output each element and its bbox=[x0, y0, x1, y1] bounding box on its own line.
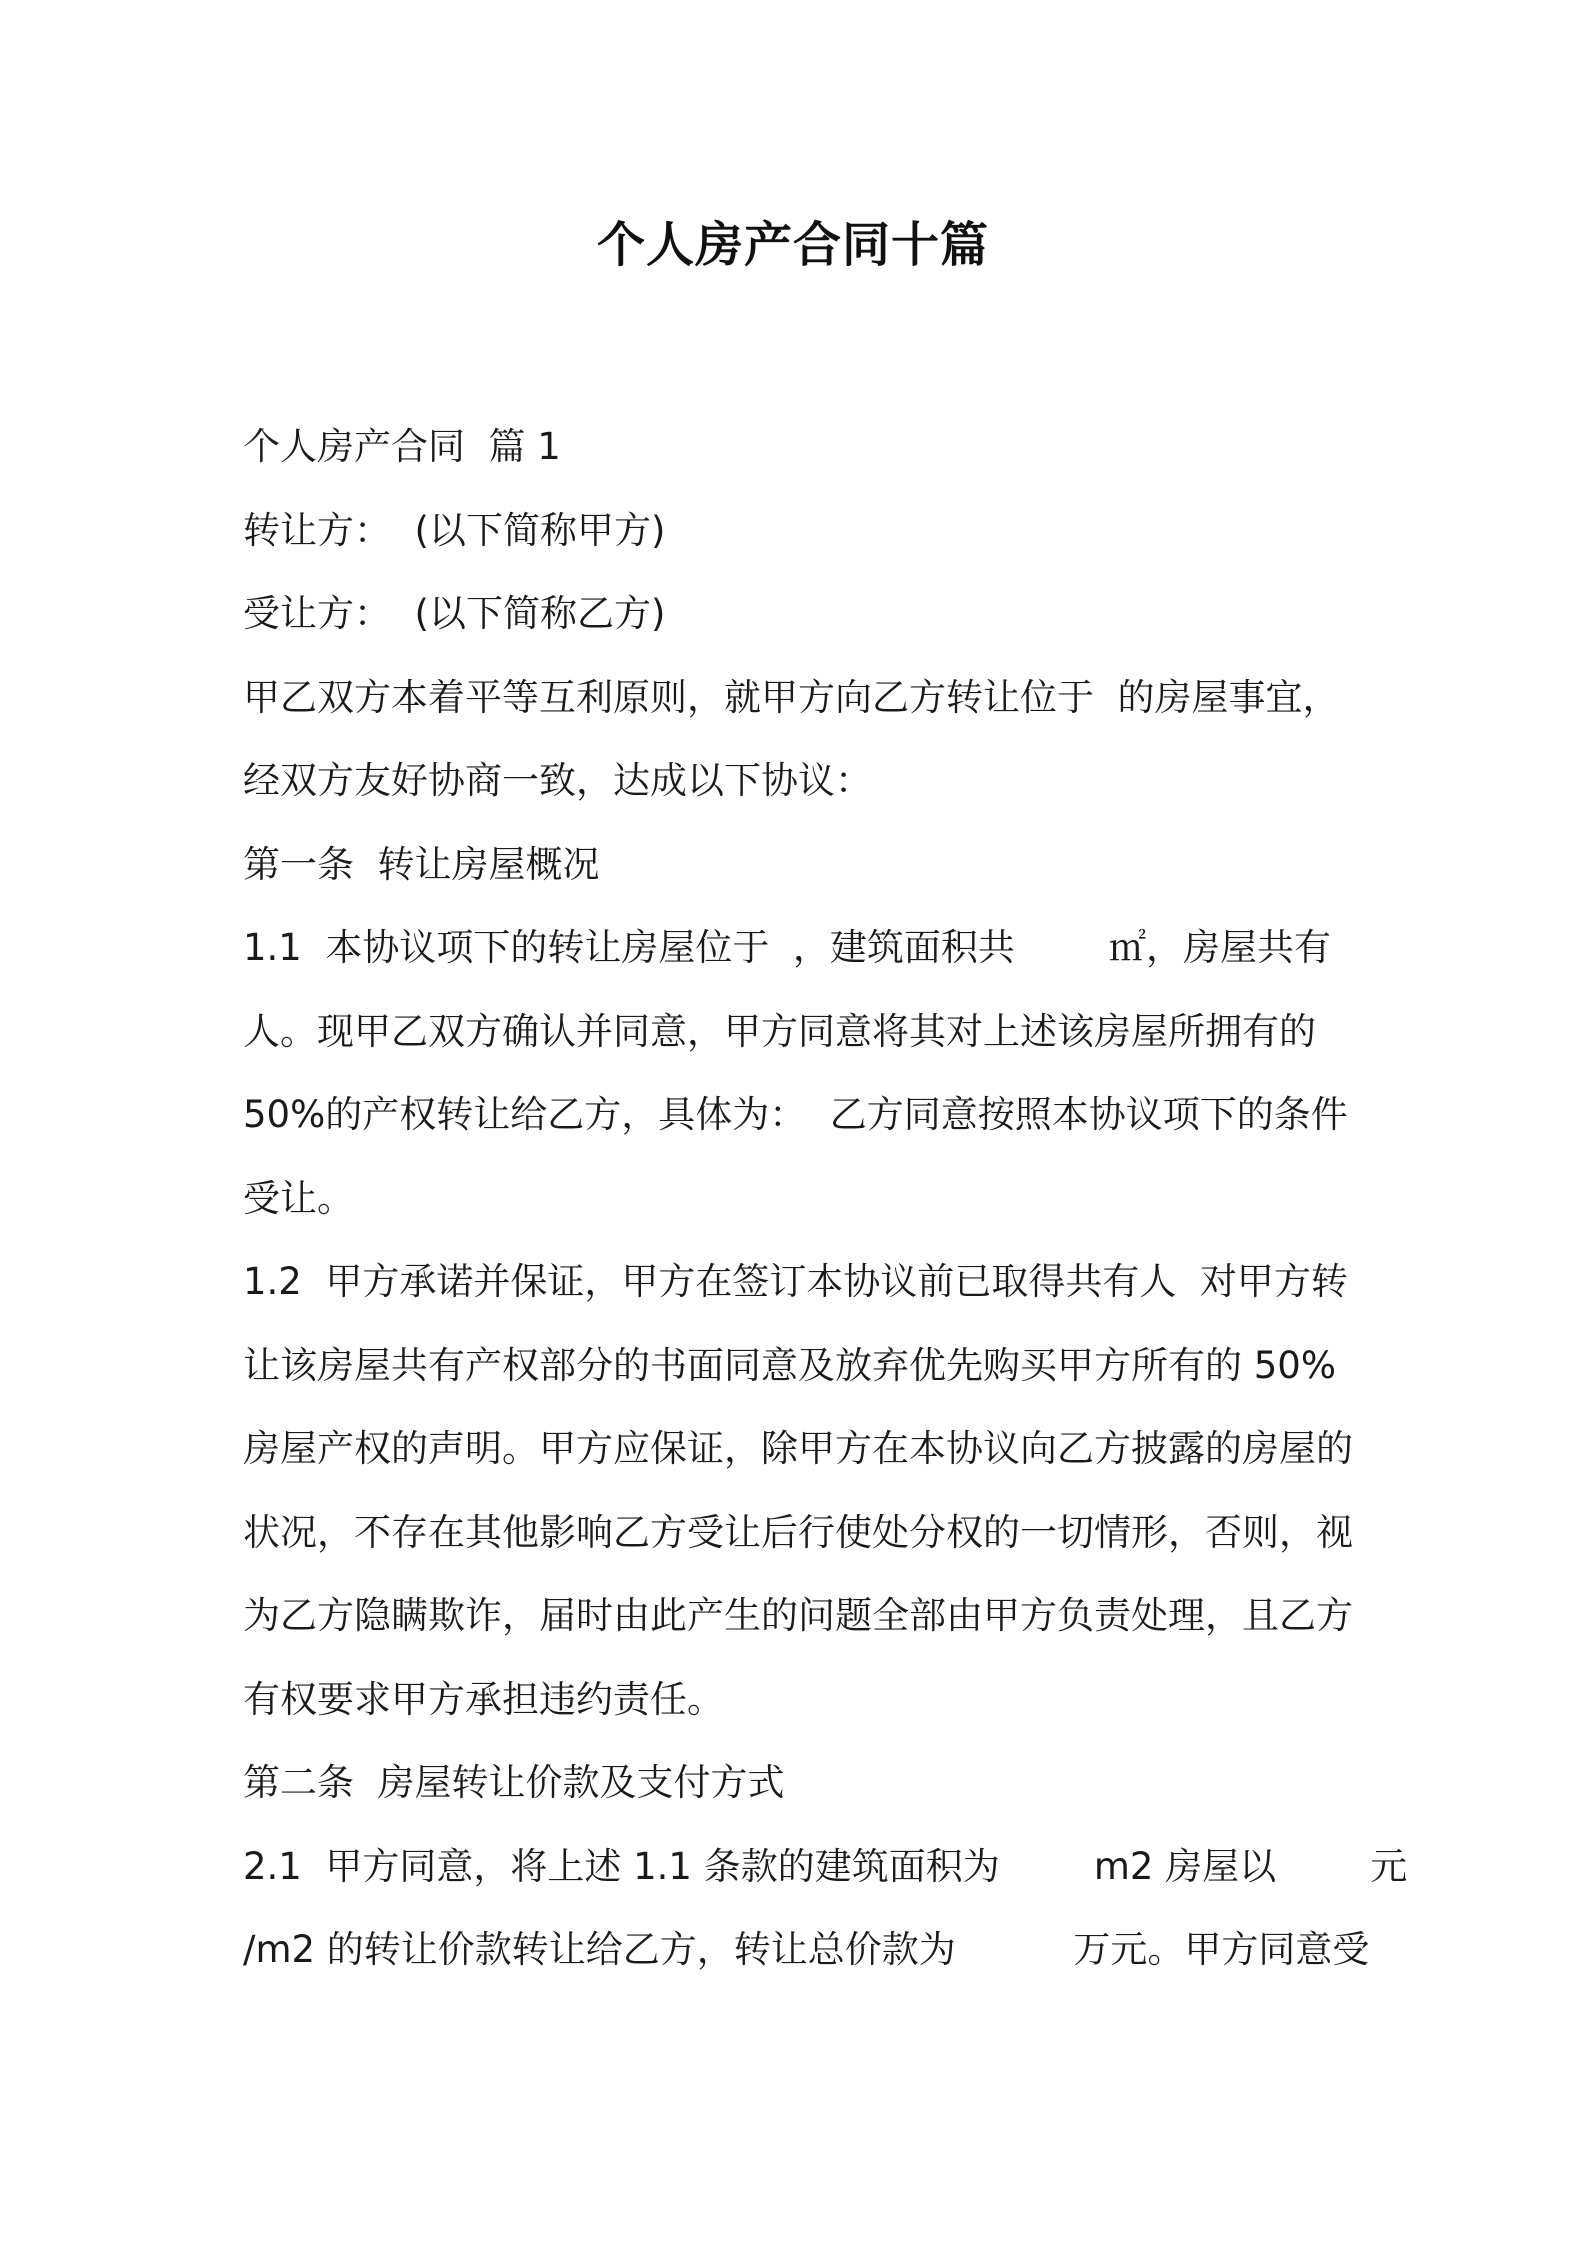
paragraph-line: 50%的产权转让给乙方，具体为： 乙方同意按照本协议项下的条件 bbox=[243, 1093, 1348, 1136]
article-heading: 第一条 转让房屋概况 bbox=[243, 842, 600, 886]
paragraph-line: 有权要求甲方承担违约责任。 bbox=[243, 1677, 724, 1721]
section-heading: 个人房产合同 篇 1 bbox=[243, 425, 561, 468]
transferor-line: 转让方： (以下简称甲方) bbox=[243, 508, 666, 552]
paragraph-line: 人。现甲乙双方确认并同意，甲方同意将其对上述该房屋所拥有的 bbox=[243, 1009, 1316, 1053]
paragraph-line: 1.1 本协议项下的转让房屋位于 ，建筑面积共 ㎡，房屋共有 bbox=[243, 926, 1331, 969]
paragraph-line: /m2 的转让价款转让给乙方，转让总价款为 万元。甲方同意受 bbox=[243, 1928, 1370, 1971]
paragraph-line: 为乙方隐瞒欺诈，届时由此产生的问题全部由甲方负责处理，且乙方 bbox=[243, 1594, 1353, 1637]
paragraph-line: 状况，不存在其他影响乙方受让后行使处分权的一切情形，否则，视 bbox=[243, 1510, 1353, 1554]
document-title: 个人房产合同十篇 bbox=[596, 217, 989, 273]
paragraph-line: 让该房屋共有产权部分的书面同意及放弃优先购买甲方所有的 50% bbox=[243, 1343, 1336, 1387]
paragraph-line: 受让。 bbox=[243, 1176, 354, 1220]
paragraph-line: 1.2 甲方承诺并保证，甲方在签订本协议前已取得共有人 对甲方转 bbox=[243, 1260, 1348, 1303]
paragraph-line: 经双方友好协商一致，达成以下协议： bbox=[243, 759, 872, 802]
paragraph-line: 甲乙双方本着平等互利原则，就甲方向乙方转让位于 的房屋事宜， bbox=[243, 675, 1340, 719]
paragraph-line: 2.1 甲方同意，将上述 1.1 条款的建筑面积为 m2 房屋以 元 bbox=[243, 1844, 1408, 1888]
document-body bbox=[243, 405, 1408, 1992]
article-heading: 第二条 房屋转让价款及支付方式 bbox=[243, 1761, 785, 1804]
transferee-line: 受让方： (以下简称乙方) bbox=[243, 592, 666, 635]
paragraph-line: 房屋产权的声明。甲方应保证，除甲方在本协议向乙方披露的房屋的 bbox=[243, 1427, 1353, 1470]
